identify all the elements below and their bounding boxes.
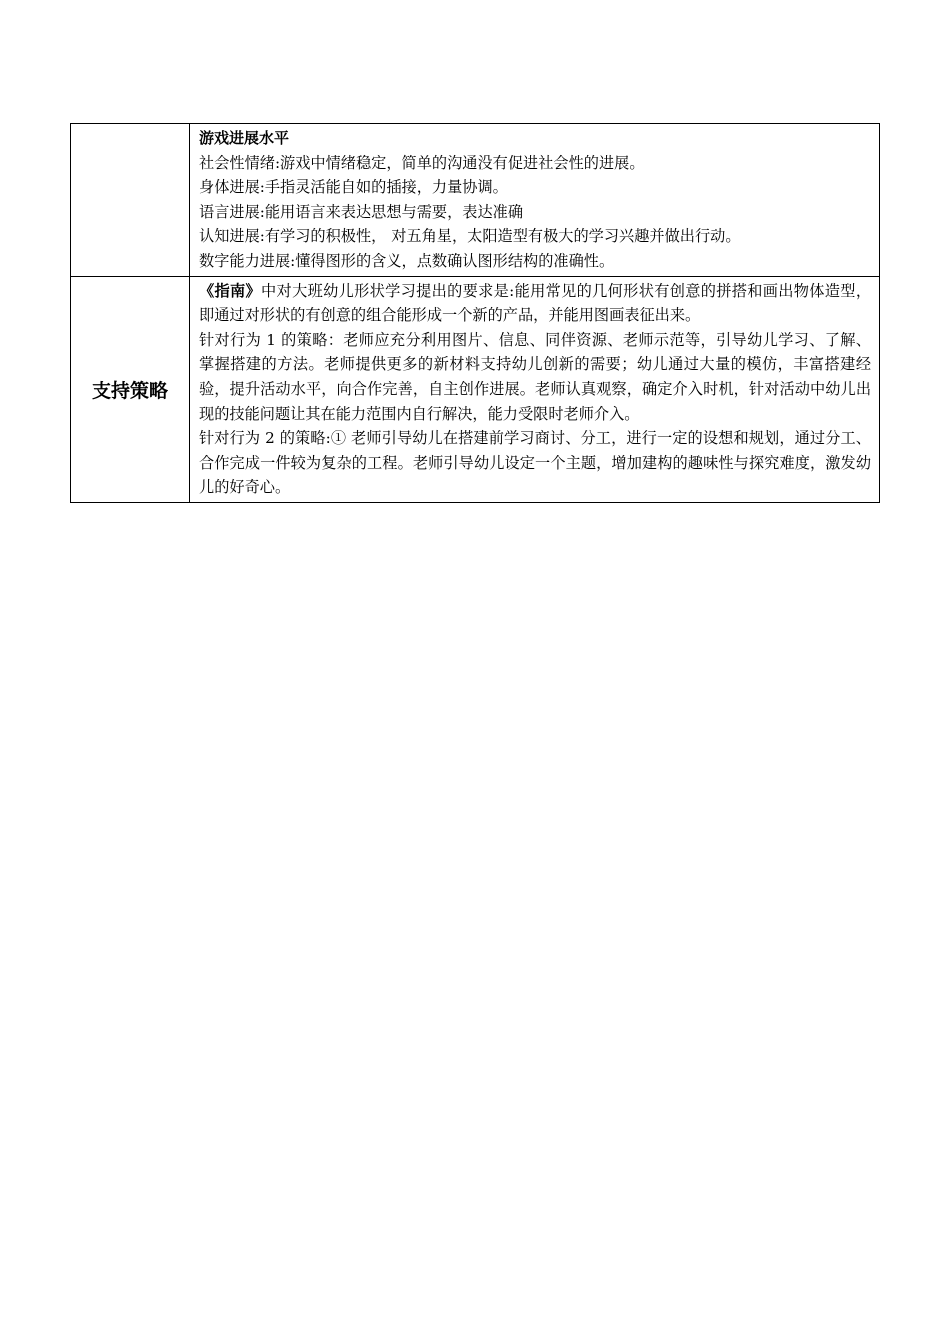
guide-paragraph [199, 279, 871, 328]
progress-content-cell [190, 124, 880, 277]
document-table [70, 123, 880, 503]
physical-progress-line: 身体进展:手指灵活能自如的插接，力量协调。 [199, 178, 508, 197]
math-progress-line: 数字能力进展:懂得图形的含义，点数确认图形结构的准确性。 [199, 251, 615, 270]
support-strategy-label: 支持策略 [71, 276, 190, 502]
guide-text: 中对大班幼儿形状学习提出的要求是:能用常见的几何形状有创意的拼搭和画出物体造型，即通过对形状的有创意的组合能形成一个新的产品，并能用图画表征出来。 [199, 281, 872, 325]
strategy-2-paragraph: 针对行为 2 的策略:① 老师引导幼儿在搭建前学习商讨、分工，进行一定的设想和规划，通过分工、合作完成一件较为复杂的工程。老师引导幼儿设定一个主题，增加建构的趣味性与探究难度，激发幼儿的好奇心。 [199, 429, 871, 497]
guide-title: 《指南》 [199, 281, 262, 300]
cognitive-progress-line: 认知进展:有学习的积极性， 对五角星，太阳造型有极大的学习兴趣并做出行动。 [199, 227, 741, 246]
social-emotion-line: 社会性情绪:游戏中情绪稳定，简单的沟通没有促进社会性的进展。 [199, 153, 645, 172]
language-progress-line: 语言进展:能用语言来表达思想与需要，表达准确 [199, 202, 524, 221]
strategy-1-paragraph: 针对行为 1 的策略：老师应充分利用图片、信息、同伴资源、老师示范等，引导幼儿学习、了解、掌握搭建的方法。老师提供更多的新材料支持幼儿创新的需要；幼儿通过大量的模仿，丰富搭建经验，提升活动水平，向合作完善，自主创作进展。老师认真观察，确定介入时机，针对活动中幼儿出现的技能问题让其在能力范围内自行解决，能力受限时老师介入。 [199, 330, 871, 423]
progress-heading: 游戏进展水平 [199, 129, 290, 147]
table-row-progress [71, 124, 880, 277]
table-row-support [71, 276, 880, 502]
row-label-empty [71, 124, 190, 277]
support-content-cell [190, 276, 880, 502]
